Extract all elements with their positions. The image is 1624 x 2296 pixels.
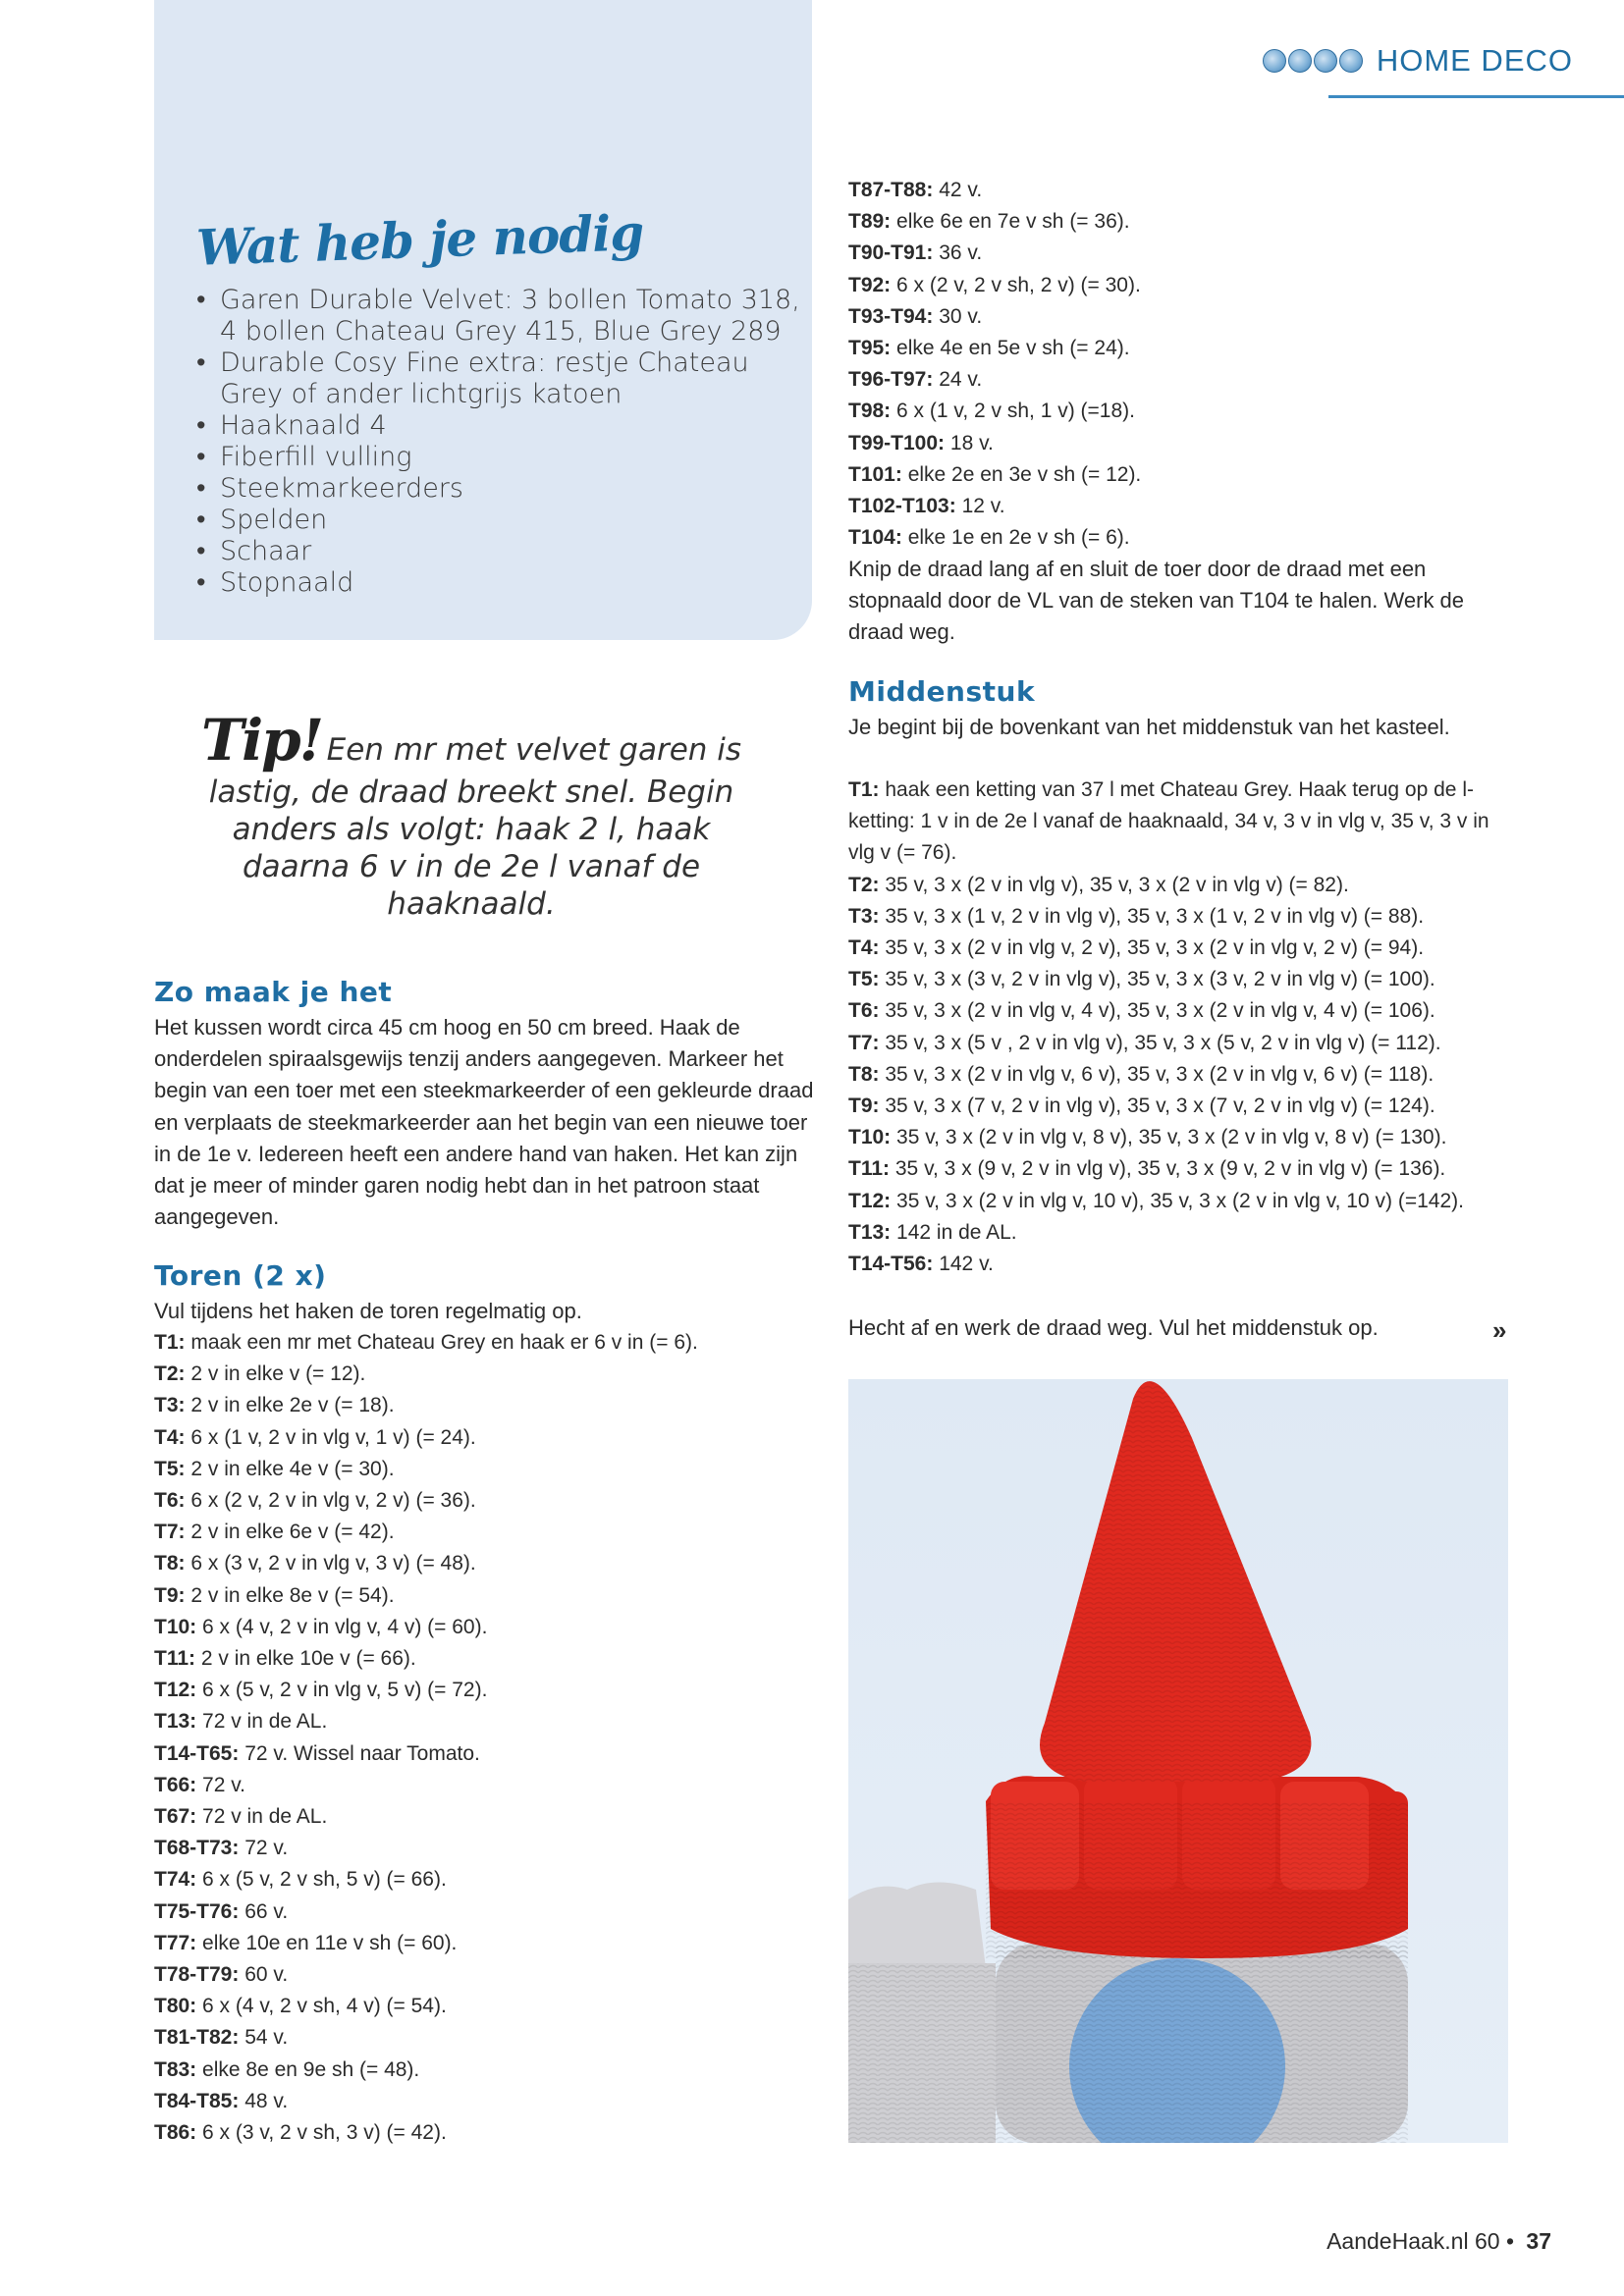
row-label: T78-T79: xyxy=(154,1963,240,1987)
row-text: 6 x (1 v, 2 v sh, 1 v) (=18). xyxy=(896,400,1135,423)
row-label: T104: xyxy=(848,526,902,550)
pattern-row xyxy=(848,364,1141,396)
middle-closing: Hecht af en werk de draad weg. Vul het middenstuk op. xyxy=(848,1315,1379,1340)
pattern-row xyxy=(154,1801,698,1833)
row-label: T4: xyxy=(154,1425,186,1449)
row-text: 6 x (2 v, 2 v in vlg v, 2 v) (= 36). xyxy=(190,1489,476,1513)
row-text: 36 v. xyxy=(939,241,983,265)
pattern-row xyxy=(154,1706,698,1737)
row-label: T12: xyxy=(848,1189,892,1212)
row-text: 6 x (4 v, 2 v in vlg v, 4 v) (= 60). xyxy=(202,1615,488,1638)
tip-box xyxy=(187,707,756,923)
pattern-row xyxy=(848,270,1141,301)
row-label: T14-T56: xyxy=(848,1253,934,1276)
pattern-row xyxy=(848,333,1141,364)
row-label: T8: xyxy=(154,1552,186,1575)
pattern-row xyxy=(848,995,1496,1027)
pattern-row xyxy=(848,206,1141,238)
page-footer xyxy=(1326,2228,1551,2255)
row-text: 35 v, 3 x (2 v in vlg v, 8 v), 35 v, 3 x (2 v in vlg v, 8 v) (= 130). xyxy=(896,1126,1447,1149)
make-heading: Zo maak je het xyxy=(154,976,393,1008)
row-label: T6: xyxy=(848,999,880,1023)
pattern-row xyxy=(154,1485,698,1517)
row-label: T101: xyxy=(848,462,902,486)
section-header xyxy=(1263,43,1573,79)
row-label: T11: xyxy=(154,1647,196,1671)
row-text: 6 x (3 v, 2 v sh, 3 v) (= 42). xyxy=(202,2121,447,2145)
pattern-row xyxy=(848,1153,1496,1185)
row-label: T2: xyxy=(154,1362,186,1386)
row-label: T99-T100: xyxy=(848,431,946,454)
materials-item: • Haaknaald 4 xyxy=(196,410,800,442)
row-label: T87-T88: xyxy=(848,179,934,201)
row-label: T81-T82: xyxy=(154,2026,240,2050)
row-label: T93-T94: xyxy=(848,304,934,328)
middle-intro: Je begint bij de bovenkant van het middenstuk van het kasteel. xyxy=(848,715,1450,739)
row-text: elke 10e en 11e v sh (= 60). xyxy=(202,1931,458,1954)
pattern-row xyxy=(848,870,1496,901)
pattern-row xyxy=(848,1217,1496,1249)
row-text: 35 v, 3 x (2 v in vlg v, 2 v), 35 v, 3 x (2 v in vlg v, 2 v) (= 94). xyxy=(885,936,1425,960)
pattern-row xyxy=(154,1959,698,1991)
pattern-row xyxy=(848,396,1141,427)
row-label: T9: xyxy=(848,1095,880,1118)
materials-item: • Spelden xyxy=(196,505,800,536)
magazine-name: AandeHaak.nl 60 xyxy=(1326,2228,1500,2254)
pattern-row xyxy=(154,1991,698,2022)
tower-rows xyxy=(154,1327,698,2149)
row-label: T7: xyxy=(154,1521,186,1544)
row-label: T12: xyxy=(154,1679,197,1702)
row-text: 2 v in elke 10e v (= 66). xyxy=(200,1647,416,1671)
pattern-row xyxy=(154,2117,698,2149)
pattern-row xyxy=(154,1359,698,1390)
row-label: T96-T97: xyxy=(848,368,934,392)
row-label: T75-T76: xyxy=(154,1899,240,1923)
pattern-row xyxy=(848,1091,1496,1122)
page-number: 37 xyxy=(1526,2228,1551,2254)
pattern-row xyxy=(154,1517,698,1548)
row-text: 35 v, 3 x (2 v in vlg v, 4 v), 35 v, 3 x (2 v in vlg v, 4 v) (= 106). xyxy=(885,999,1435,1023)
row-text: 6 x (1 v, 2 v in vlg v, 1 v) (= 24). xyxy=(190,1425,476,1449)
pattern-row xyxy=(154,1422,698,1454)
row-text: 72 v. Wissel naar Tomato. xyxy=(244,1741,480,1765)
materials-list xyxy=(196,285,800,599)
row-text: 66 v. xyxy=(244,1899,289,1923)
row-label: T1: xyxy=(154,1331,186,1354)
row-text: 35 v, 3 x (2 v in vlg v), 35 v, 3 x (2 v in vlg v) (= 82). xyxy=(885,873,1349,896)
pattern-row xyxy=(154,2086,698,2117)
row-text: elke 4e en 5e v sh (= 24). xyxy=(896,337,1130,360)
pattern-row xyxy=(848,491,1141,522)
pattern-row xyxy=(154,1864,698,1896)
pattern-row xyxy=(848,1249,1496,1280)
row-text: 35 v, 3 x (5 v , 2 v in vlg v), 35 v, 3 x (5 v, 2 v in vlg v) (= 112). xyxy=(885,1031,1441,1054)
row-label: T80: xyxy=(154,1995,197,2018)
row-label: T66: xyxy=(154,1773,197,1796)
row-text: 2 v in elke 8e v (= 54). xyxy=(190,1583,395,1607)
row-label: T98: xyxy=(848,400,892,423)
pattern-row xyxy=(154,1454,698,1485)
make-text: Het kussen wordt circa 45 cm hoog en 50 cm breed. Haak de onderdelen spiraalsgewijs tenzij anders aangegeven. Markeer het begin van een toer met een steekmarkeerder of een gekleurde draad en verplaats de steekmarkeerder aan het begin van een nieuwe toer in de 1e v. Iedereen heeft een andere hand van haken. Het kan zijn dat je meer of minder garen nodig hebt dan in het patroon staat aangegeven. xyxy=(154,1015,814,1230)
row-text: 6 x (3 v, 2 v in vlg v, 3 v) (= 48). xyxy=(190,1552,476,1575)
header-rule xyxy=(1328,95,1624,98)
pattern-row xyxy=(848,1122,1496,1153)
row-text: 12 v. xyxy=(961,495,1005,518)
pattern-row xyxy=(154,1738,698,1770)
row-label: T77: xyxy=(154,1931,197,1954)
pattern-row xyxy=(154,1390,698,1421)
pattern-row xyxy=(848,522,1141,554)
footer-separator: • xyxy=(1505,2228,1515,2254)
row-label: T4: xyxy=(848,936,880,960)
continue-icon: » xyxy=(1492,1315,1507,1345)
row-label: T8: xyxy=(848,1062,880,1086)
row-text: 42 v. xyxy=(939,179,983,201)
row-text: haak een ketting van 37 l met Chateau Grey. Haak terug op de l-ketting: 1 v in de 2e l vanaf de haaknaald, 34 v, 3 v in vlg v, 35 v, 3 v in vlg v (= 76). xyxy=(848,778,1489,865)
tower-heading: Toren (2 x) xyxy=(154,1259,327,1292)
section-label: HOME DECO xyxy=(1376,43,1573,78)
pattern-row xyxy=(848,175,1141,206)
materials-item: • Garen Durable Velvet: 3 bollen Tomato 318, 4 bollen Chateau Grey 415, Blue Grey 289 xyxy=(196,285,800,347)
row-text: elke 6e en 7e v sh (= 36). xyxy=(896,210,1130,234)
row-label: T6: xyxy=(154,1489,186,1513)
materials-item: • Durable Cosy Fine extra: restje Chateau Grey of ander lichtgrijs katoen xyxy=(196,347,800,410)
row-text: 35 v, 3 x (2 v in vlg v, 10 v), 35 v, 3 x (2 v in vlg v, 10 v) (=142). xyxy=(896,1189,1464,1212)
row-text: 2 v in elke 4e v (= 30). xyxy=(190,1457,395,1480)
row-label: T14-T65: xyxy=(154,1741,240,1765)
row-text: 35 v, 3 x (1 v, 2 v in vlg v), 35 v, 3 x (1 v, 2 v in vlg v) (= 88). xyxy=(885,904,1425,928)
row-text: elke 2e en 3e v sh (= 12). xyxy=(907,462,1142,486)
row-label: T89: xyxy=(848,210,892,234)
materials-item: • Fiberfill vulling xyxy=(196,442,800,473)
materials-title: Wat heb je nodig xyxy=(195,203,645,277)
pattern-row xyxy=(848,428,1141,459)
pattern-row xyxy=(154,1612,698,1643)
pattern-row xyxy=(848,301,1141,333)
pattern-row xyxy=(848,964,1496,995)
row-text: 30 v. xyxy=(939,304,983,328)
row-label: T1: xyxy=(848,778,880,801)
middle-rows xyxy=(848,774,1496,1280)
row-label: T74: xyxy=(154,1868,197,1892)
row-label: T13: xyxy=(848,1220,892,1244)
tower-cont-rows xyxy=(848,175,1141,554)
middle-heading: Middenstuk xyxy=(848,675,1036,708)
tip-heading: Tip! xyxy=(200,707,323,774)
tower-illustration xyxy=(848,1379,1508,2143)
pattern-row xyxy=(848,1059,1496,1091)
row-label: T9: xyxy=(154,1583,186,1607)
row-label: T95: xyxy=(848,337,892,360)
materials-item: • Schaar xyxy=(196,536,800,567)
row-text: 6 x (4 v, 2 v sh, 4 v) (= 54). xyxy=(202,1995,447,2018)
row-label: T2: xyxy=(848,873,880,896)
pattern-row xyxy=(154,1833,698,1864)
row-label: T10: xyxy=(848,1126,892,1149)
row-text: 2 v in elke v (= 12). xyxy=(190,1362,366,1386)
pattern-row xyxy=(154,1327,698,1359)
tip-text: Een mr met velvet garen is lastig, de draad breekt snel. Begin anders als volgt: haak 2 l, haak daarna 6 v in de 2e l vanaf de haaknaald. xyxy=(208,732,742,922)
row-label: T11: xyxy=(848,1157,891,1181)
row-label: T90-T91: xyxy=(848,241,934,265)
row-text: 24 v. xyxy=(939,368,983,392)
row-label: T5: xyxy=(154,1457,186,1480)
row-text: 2 v in elke 6e v (= 42). xyxy=(190,1521,395,1544)
row-label: T92: xyxy=(848,273,892,296)
pattern-row xyxy=(848,1028,1496,1059)
row-text: 6 x (5 v, 2 v in vlg v, 5 v) (= 72). xyxy=(202,1679,488,1702)
row-text: 18 v. xyxy=(949,431,994,454)
row-text: 142 v. xyxy=(939,1253,994,1276)
row-text: maak een mr met Chateau Grey en haak er 6 v in (= 6). xyxy=(190,1331,698,1354)
row-text: 6 x (5 v, 2 v sh, 5 v) (= 66). xyxy=(202,1868,447,1892)
pattern-row xyxy=(848,459,1141,491)
row-label: T86: xyxy=(154,2121,197,2145)
row-text: 2 v in elke 2e v (= 18). xyxy=(190,1394,395,1417)
pattern-row xyxy=(154,1580,698,1612)
row-text: 72 v in de AL. xyxy=(202,1805,328,1829)
pattern-row xyxy=(848,901,1496,933)
row-label: T13: xyxy=(154,1710,197,1734)
pattern-row xyxy=(154,2022,698,2054)
pattern-row xyxy=(154,1928,698,1959)
pattern-row xyxy=(848,774,1496,870)
yarn-balls-icon xyxy=(1263,49,1363,73)
row-label: T84-T85: xyxy=(154,2089,240,2112)
materials-item: • Stopnaald xyxy=(196,567,800,599)
row-text: 72 v in de AL. xyxy=(202,1710,328,1734)
row-label: T10: xyxy=(154,1615,197,1638)
pattern-row xyxy=(154,1770,698,1801)
row-text: elke 1e en 2e v sh (= 6). xyxy=(907,526,1130,550)
row-text: 35 v, 3 x (2 v in vlg v, 6 v), 35 v, 3 x (2 v in vlg v, 6 v) (= 118). xyxy=(885,1062,1435,1086)
row-text: elke 8e en 9e sh (= 48). xyxy=(202,2057,420,2081)
pattern-row xyxy=(848,1186,1496,1217)
materials-item: • Steekmarkeerders xyxy=(196,473,800,505)
row-label: T5: xyxy=(848,968,880,991)
row-text: 54 v. xyxy=(244,2026,289,2050)
pattern-row xyxy=(154,1675,698,1706)
row-text: 35 v, 3 x (3 v, 2 v in vlg v), 35 v, 3 x (3 v, 2 v in vlg v) (= 100). xyxy=(885,968,1435,991)
row-text: 35 v, 3 x (7 v, 2 v in vlg v), 35 v, 3 x (7 v, 2 v in vlg v) (= 124). xyxy=(885,1095,1435,1118)
row-label: T67: xyxy=(154,1805,197,1829)
row-label: T68-T73: xyxy=(154,1837,240,1860)
row-text: 142 in de AL. xyxy=(896,1220,1017,1244)
tower-intro: Vul tijdens het haken de toren regelmatig op. xyxy=(154,1299,582,1323)
row-label: T83: xyxy=(154,2057,197,2081)
row-label: T102-T103: xyxy=(848,495,956,518)
row-text: 48 v. xyxy=(244,2089,289,2112)
pattern-row xyxy=(154,2055,698,2086)
pattern-row xyxy=(848,933,1496,964)
row-text: 60 v. xyxy=(244,1963,289,1987)
row-text: 72 v. xyxy=(202,1773,245,1796)
pattern-row xyxy=(848,238,1141,269)
pattern-row xyxy=(154,1896,698,1928)
row-text: 72 v. xyxy=(244,1837,289,1860)
row-text: 6 x (2 v, 2 v sh, 2 v) (= 30). xyxy=(896,273,1141,296)
row-text: 35 v, 3 x (9 v, 2 v in vlg v), 35 v, 3 x (9 v, 2 v in vlg v) (= 136). xyxy=(894,1157,1446,1181)
crochet-castle-tower-photo xyxy=(848,1379,1508,2143)
row-label: T3: xyxy=(154,1394,186,1417)
pattern-row xyxy=(154,1548,698,1579)
row-label: T3: xyxy=(848,904,880,928)
tower-closing: Knip de draad lang af en sluit de toer door de draad met een stopnaald door de VL van de steken van T104 te halen. Werk de draad weg. xyxy=(848,557,1465,645)
pattern-row xyxy=(154,1643,698,1675)
row-label: T7: xyxy=(848,1031,880,1054)
